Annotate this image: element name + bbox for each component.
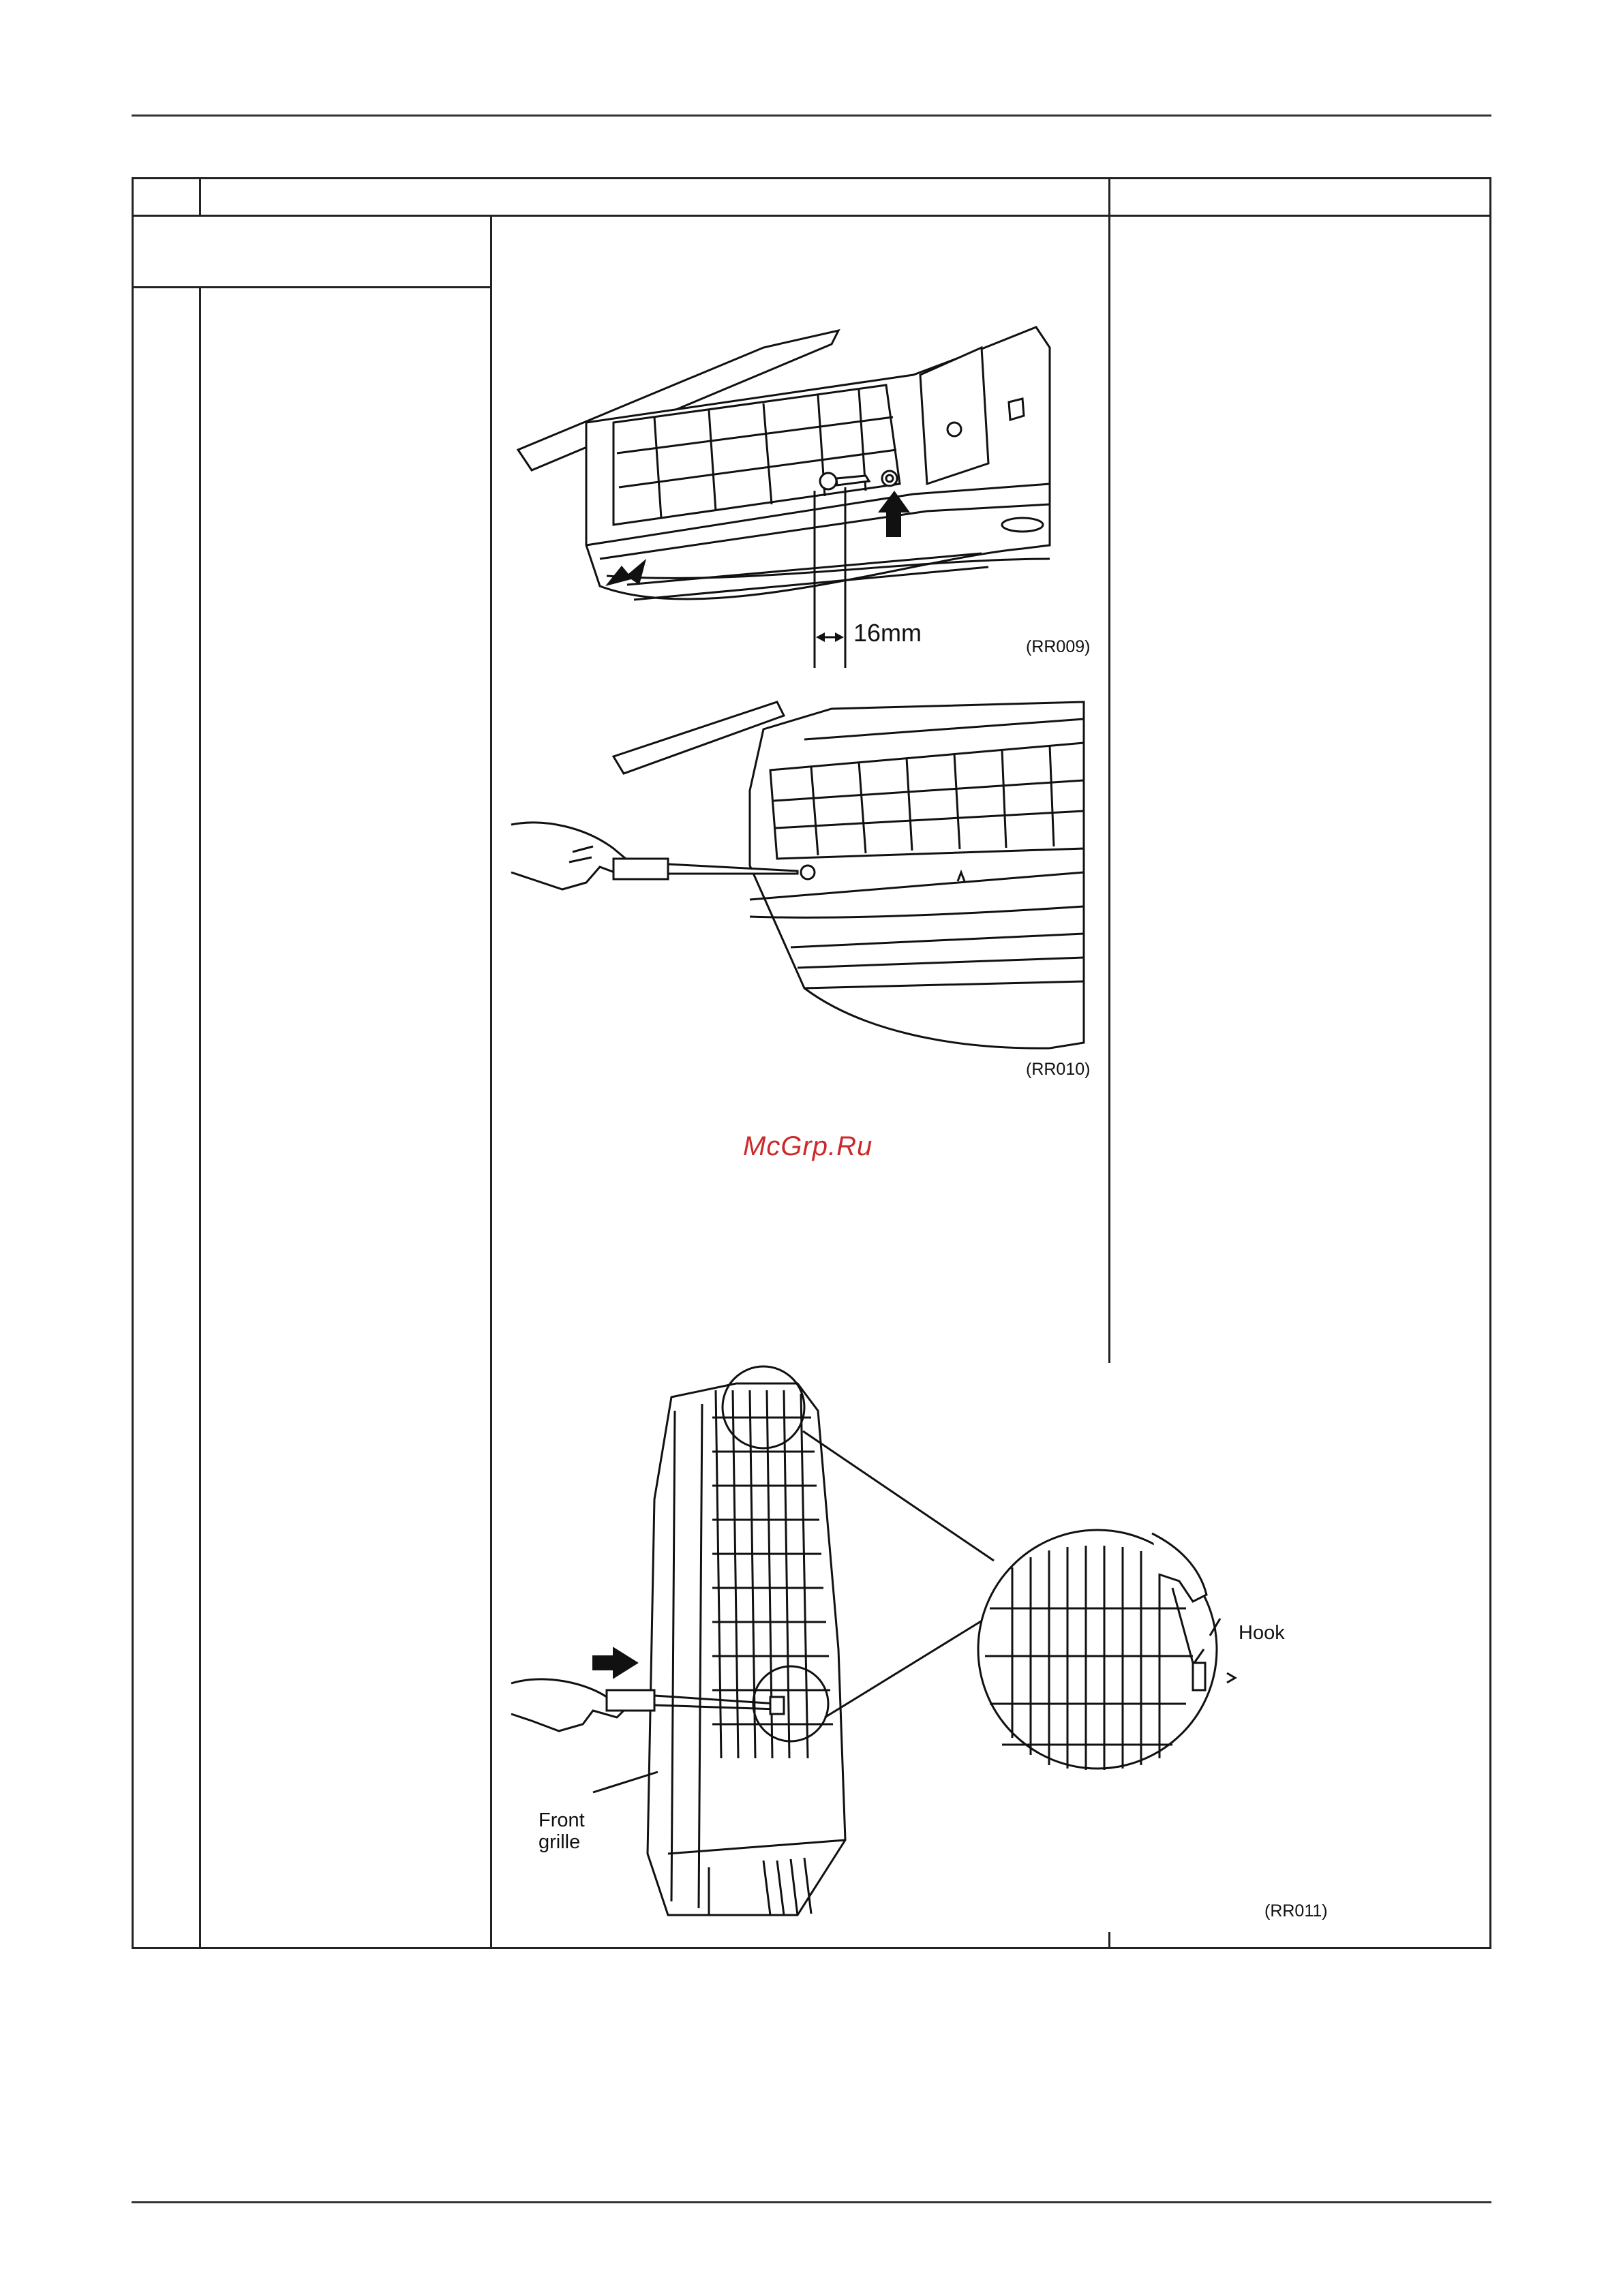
table-number-column-border (199, 177, 201, 215)
table-left-border (132, 177, 134, 1949)
figure-rr009 (504, 259, 1104, 668)
table-remarks-column-border-stub (1108, 1932, 1110, 1949)
figure-code-rr010: (RR010) (1026, 1060, 1091, 1079)
figure-rr011 (504, 1363, 1336, 1929)
table-right-border (1489, 177, 1491, 1949)
table-text-column-border (490, 215, 492, 1949)
screwdriver-removal-illustration (504, 688, 1104, 1070)
table-number-column-border-lower (199, 286, 201, 1949)
callout-front-grille: Front grille (539, 1809, 585, 1853)
table-remarks-column-border (1108, 177, 1110, 1363)
dimension-label-16mm: 16mm (853, 619, 922, 647)
header-rule (132, 114, 1491, 117)
table-step-divider (132, 286, 491, 288)
figure-code-rr009: (RR009) (1026, 637, 1091, 656)
footer-rule (132, 2201, 1491, 2203)
indoor-unit-screw-illustration (504, 259, 1104, 668)
callout-hook: Hook (1239, 1622, 1285, 1644)
table-top-border (132, 177, 1491, 179)
table-header-divider (132, 215, 1491, 217)
front-grille-hook-illustration (504, 1363, 1336, 1929)
watermark: McGrp.Ru (743, 1131, 873, 1161)
table-bottom-border (132, 1947, 1491, 1949)
figure-code-rr011: (RR011) (1264, 1901, 1328, 1920)
figure-rr010 (504, 688, 1104, 1079)
